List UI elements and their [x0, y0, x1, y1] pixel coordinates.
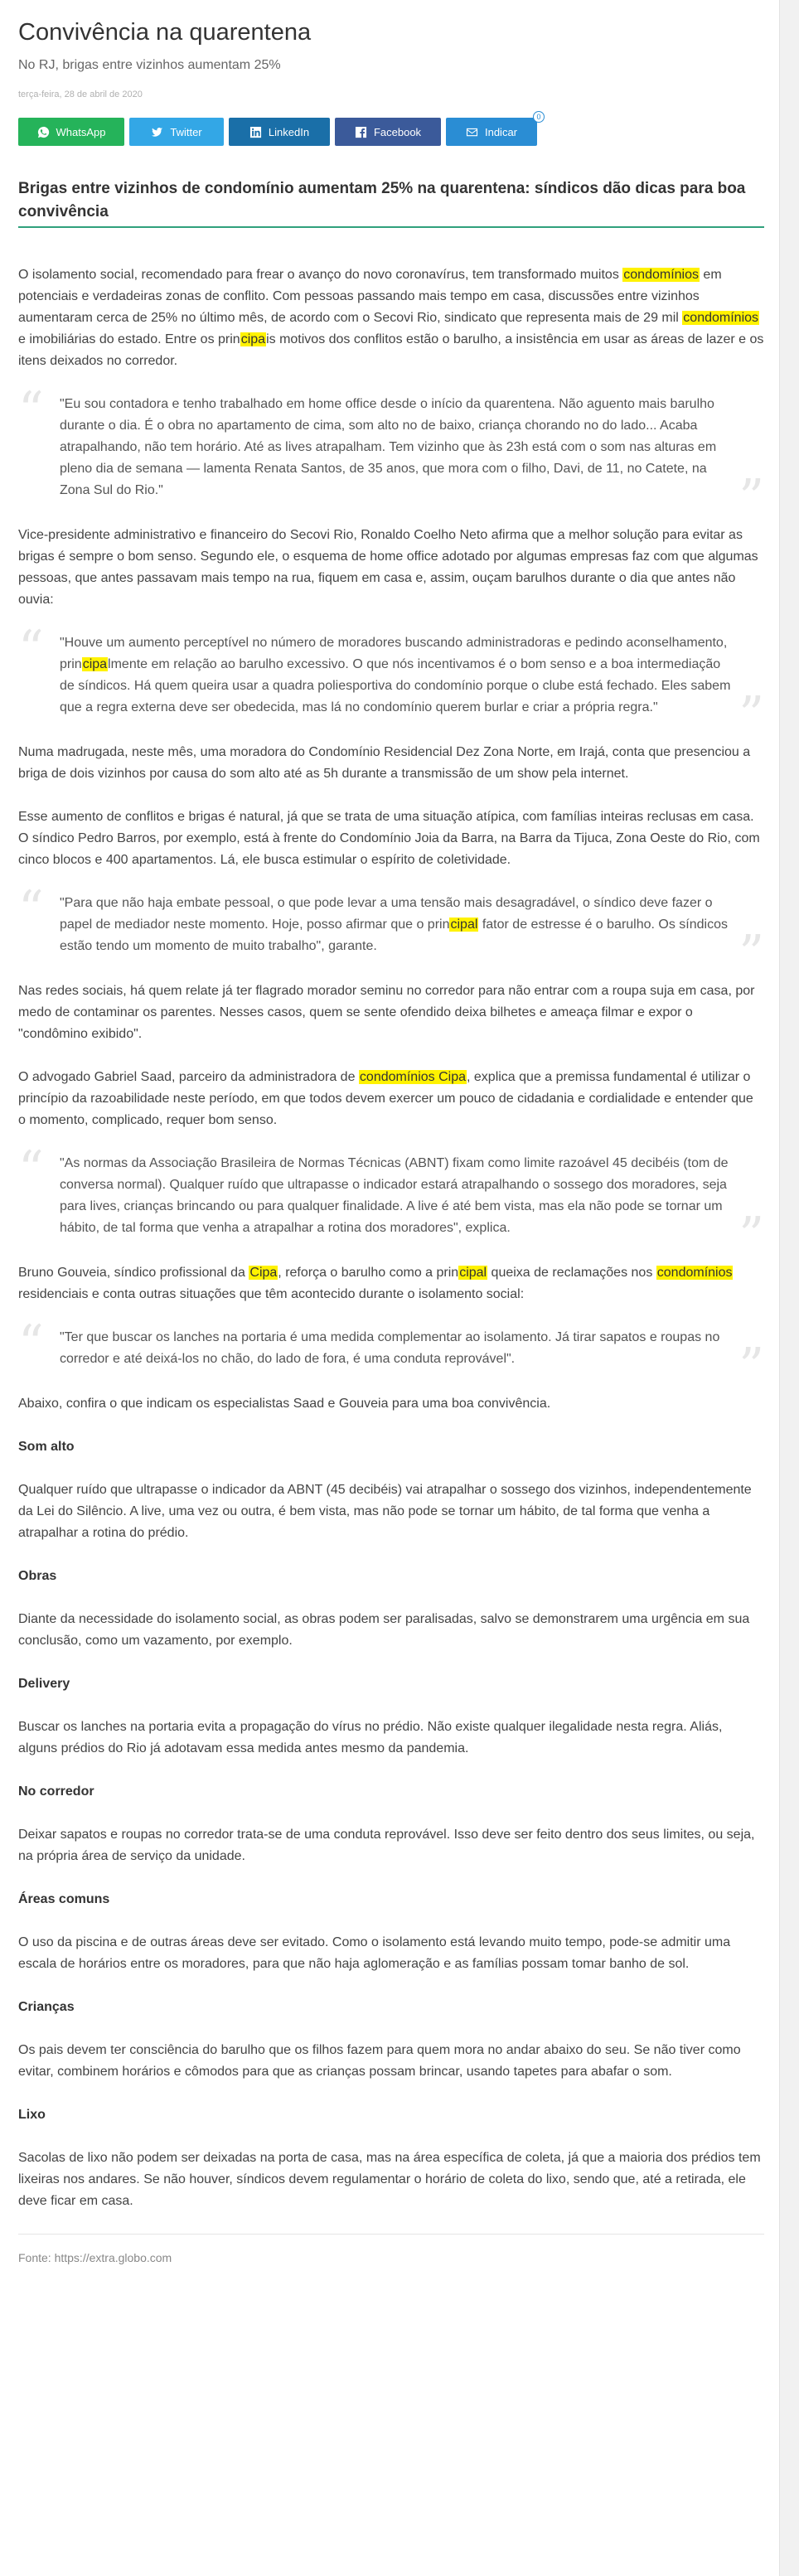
close-quote-icon: ”	[738, 686, 764, 744]
whatsapp-label: WhatsApp	[56, 125, 106, 138]
open-quote-icon: “	[18, 381, 44, 439]
section-text: Diante da necessidade do isolamento social, as obras podem ser paralisadas, salvo se demonstrarem uma urgência em sua conclusão, como um vazamento, por exemplo.	[18, 1612, 750, 1648]
blockquote-renata	[18, 381, 764, 527]
search-highlight: cipal	[450, 918, 478, 932]
indicar-share-button[interactable]	[446, 118, 537, 146]
paragraph: Nas redes sociais, há quem relate já ter flagrado morador seminu no corredor para não entrar com a roupa suja em casa, por medo de contaminar os parentes. Nesses casos, quem se sente ofendido deixa bilhetes e ameaça filmar e expor o "condômino exibido".	[18, 984, 755, 1041]
paragraph: Abaixo, confira o que indicam os especialistas Saad e Gouveia para uma boa convivência.	[18, 1397, 551, 1411]
blockquote-saad	[18, 1140, 764, 1265]
article-body	[18, 264, 764, 2266]
search-highlight: cipa	[240, 332, 266, 346]
close-quote-icon: ”	[738, 1338, 764, 1396]
paragraph-intro: O isolamento social, recomendado para frear o avanço do novo coronavírus, tem transformado muitos condomínios em potenciais e verdadeiras zonas de conflito. Com pessoas passando mais tempo em casa, discussões entre vizinhos aumentaram cerca de 25% no último mês, de acordo com o Secovi Rio, sindicato que representa mais de 29 mil condomínios e imobiliárias do estado. Entre os principais motivos dos conflitos estão o barulho, a insistência em usar as áreas de lazer e os itens deixados no corredor.	[18, 268, 764, 368]
twitter-icon	[151, 126, 163, 138]
search-highlight: condomínios	[623, 268, 699, 282]
section-text: O uso da piscina e de outras áreas deve ser evitado. Como o isolamento está levando muito tempo, pode-se admitir uma escala de horários entre os moradores, para que não haja aglomeração e as famílias possam tomar banho de sol.	[18, 1935, 731, 1971]
search-highlight: condomínios Cipa	[359, 1070, 466, 1084]
close-quote-icon: ”	[738, 1207, 764, 1265]
quote-text: "Eu sou contadora e tenho trabalhado em home office desde o início da quarentena. Não aguento mais barulho durante o dia. É o obra no apartamento de cima, som alto no de baixo, criança chorando no do lado... Acaba atrapalhando, não tem horário. Até as lives atrapalham. Tem vizinho que às 23h está com o som nas alturas em pleno dia de semana — lamenta Renata Santos, de 35 anos, que mora com o filho, Davi, de 11, no Catete, na Zona Sul do Rio."	[60, 397, 717, 497]
share-bar	[18, 113, 764, 146]
indicar-label: Indicar	[484, 125, 518, 138]
search-highlight: cipal	[459, 1266, 487, 1280]
quote-text: "Para que não haja embate pessoal, o que pode levar a uma tensão mais desagradável, o síndico deve fazer o papel de mediador neste momento. Hoje, posso afirmar que o principal fator de estresse é o barulho. Os síndicos estão tendo um momento de muito trabalho", garante.	[60, 896, 728, 953]
source-credit: Fonte: https://extra.globo.com	[18, 2251, 172, 2264]
facebook-share-button[interactable]	[335, 118, 441, 146]
scrollbar[interactable]	[779, 0, 799, 2576]
quote-text: "Houve um aumento perceptível no número de moradores buscando administradoras e pedindo aconselhamento, principalmente em relação ao barulho excessivo. O que nós incentivamos é o bom senso e a boa intermediação de síndicos. Há quem queira usar a quadra poliesportiva do condomínio porque o clube está fechado. Eles sabem que a regra externa deve ser obedecida, mas lá no condomínio querem burlar e criar a própria regra."	[60, 636, 731, 714]
blockquote-pedro	[18, 880, 764, 983]
twitter-share-button[interactable]	[129, 118, 224, 146]
search-highlight: Cipa	[249, 1266, 278, 1280]
page-subtitle: No RJ, brigas entre vizinhos aumentam 25%	[18, 58, 281, 72]
close-quote-icon: ”	[738, 469, 764, 527]
whatsapp-share-button[interactable]	[18, 118, 124, 146]
open-quote-icon: “	[18, 1140, 44, 1198]
article-page	[18, 0, 764, 2266]
paragraph: O advogado Gabriel Saad, parceiro da administradora de condomínios Cipa, explica que a premissa fundamental é utilizar o princípio da razoabilidade neste período, em que todos devem exercer um pouco de cidadania e cordialidade e entender que o momento, complicado, requer bom senso.	[18, 1070, 753, 1127]
section-heading-som-alto: Som alto	[18, 1440, 75, 1454]
search-highlight: condomínios	[683, 311, 759, 325]
paragraph: Bruno Gouveia, síndico profissional da Cipa, reforça o barulho como a principal queixa de reclamações nos condomínios residenciais e conta outras situações que têm acontecido durante o isolamento social:	[18, 1266, 733, 1301]
footer-divider	[18, 2234, 764, 2235]
open-quote-icon: “	[18, 880, 44, 938]
search-highlight: cipa	[82, 657, 108, 671]
section-text: Os pais devem ter consciência do barulho que os filhos fazem para quem mora no andar abaixo do seu. Se não tiver como evitar, combinem horários e cômodos para que as crianças possam brincar, usando tapetes para abafar o som.	[18, 2043, 741, 2079]
paragraph: Numa madrugada, neste mês, uma moradora do Condomínio Residencial Dez Zona Norte, em Irajá, conta que presenciou a briga de dois vizinhos por causa do som alto até as 5h durante a transmissão de um show pela internet.	[18, 745, 751, 781]
linkedin-label: LinkedIn	[268, 125, 310, 138]
blockquote-bruno	[18, 1315, 764, 1396]
section-heading-lixo: Lixo	[18, 2108, 46, 2122]
facebook-icon	[355, 126, 367, 138]
blockquote-ronaldo	[18, 620, 764, 744]
facebook-label: Facebook	[373, 125, 422, 138]
section-heading-areas-comuns: Áreas comuns	[18, 1892, 110, 1906]
open-quote-icon: “	[18, 1315, 44, 1373]
section-text: Buscar os lanches na portaria evita a propagação do vírus no prédio. Não existe qualquer ilegalidade nesta regra. Aliás, alguns prédios do Rio já adotavam essa medida antes mesmo da pandemia.	[18, 1720, 723, 1755]
article-headline: Brigas entre vizinhos de condomínio aumentam 25% na quarentena: síndicos dão dicas para boa convivência	[18, 177, 764, 228]
section-text: Sacolas de lixo não podem ser deixadas na porta de casa, mas na área específica de coleta, já que a maioria dos prédios tem lixeiras nos andares. Se não houver, síndicos devem regulamentar o horário de coleta do lixo, sendo que, até a retirada, ele deve ficar em casa.	[18, 2151, 761, 2208]
quote-text: "Ter que buscar os lanches na portaria é uma medida complementar ao isolamento. Já tirar sapatos e roupas no corredor e até deixá-los no chão, do lado de fora, é uma conduta reprovável".	[60, 1330, 720, 1366]
open-quote-icon: “	[18, 620, 44, 678]
publish-date: terça-feira, 28 de abril de 2020	[18, 90, 143, 99]
quote-text: "As normas da Associação Brasileira de Normas Técnicas (ABNT) fixam como limite razoável 45 decibéis (tom de conversa normal). Qualquer ruído que ultrapasse o indicador estará atrapalhando o sossego dos moradores, seja para lives, crianças brincando ou para qualquer finalidade. A live é até bem vista, mas ela não pode se tornar um hábito, de tal forma que venha a atrapalhar a rotina dos moradores", explica.	[60, 1156, 729, 1235]
paragraph: Esse aumento de conflitos e brigas é natural, já que se trata de uma situação atípica, com famílias inteiras reclusas em casa. O síndico Pedro Barros, por exemplo, está à frente do Condomínio Joia da Barra, na Barra da Tijuca, Zona Oeste do Rio, com cinco blocos e 400 apartamentos. Lá, ele busca estimular o espírito de coletividade.	[18, 810, 760, 867]
paragraph: Vice-presidente administrativo e financeiro do Secovi Rio, Ronaldo Coelho Neto afirma que a melhor solução para evitar as brigas é sempre o bom senso. Segundo ele, o esquema de home office adotado por algumas empresas faz com que algumas pessoas, que antes passavam mais tempo na rua, fiquem em casa e, assim, ouçam barulhos durante o dia que antes não ouvia:	[18, 528, 758, 607]
section-heading-obras: Obras	[18, 1569, 57, 1583]
share-count-badge: 0	[533, 111, 545, 123]
section-text: Deixar sapatos e roupas no corredor trata-se de uma conduta reprovável. Isso deve ser feito dentro dos seus limites, ou seja, na própria área de serviço da unidade.	[18, 1828, 755, 1863]
page-title: Convivência na quarentena	[18, 19, 312, 46]
close-quote-icon: ”	[738, 925, 764, 983]
twitter-label: Twitter	[170, 125, 202, 138]
envelope-icon	[466, 126, 478, 138]
section-heading-delivery: Delivery	[18, 1677, 70, 1691]
linkedin-icon	[249, 126, 262, 138]
whatsapp-icon	[37, 126, 50, 138]
section-heading-no-corredor: No corredor	[18, 1784, 94, 1799]
section-heading-criancas: Crianças	[18, 2000, 75, 2014]
search-highlight: condomínios	[656, 1266, 733, 1280]
section-text: Qualquer ruído que ultrapasse o indicador da ABNT (45 decibéis) vai atrapalhar o sossego dos vizinhos, independentemente da Lei do Silêncio. A live, uma vez ou outra, é bem vista, mas não pode se tornar um hábito, de tal forma que venha a atrapalhar a rotina do prédio.	[18, 1483, 752, 1540]
linkedin-share-button[interactable]	[229, 118, 330, 146]
